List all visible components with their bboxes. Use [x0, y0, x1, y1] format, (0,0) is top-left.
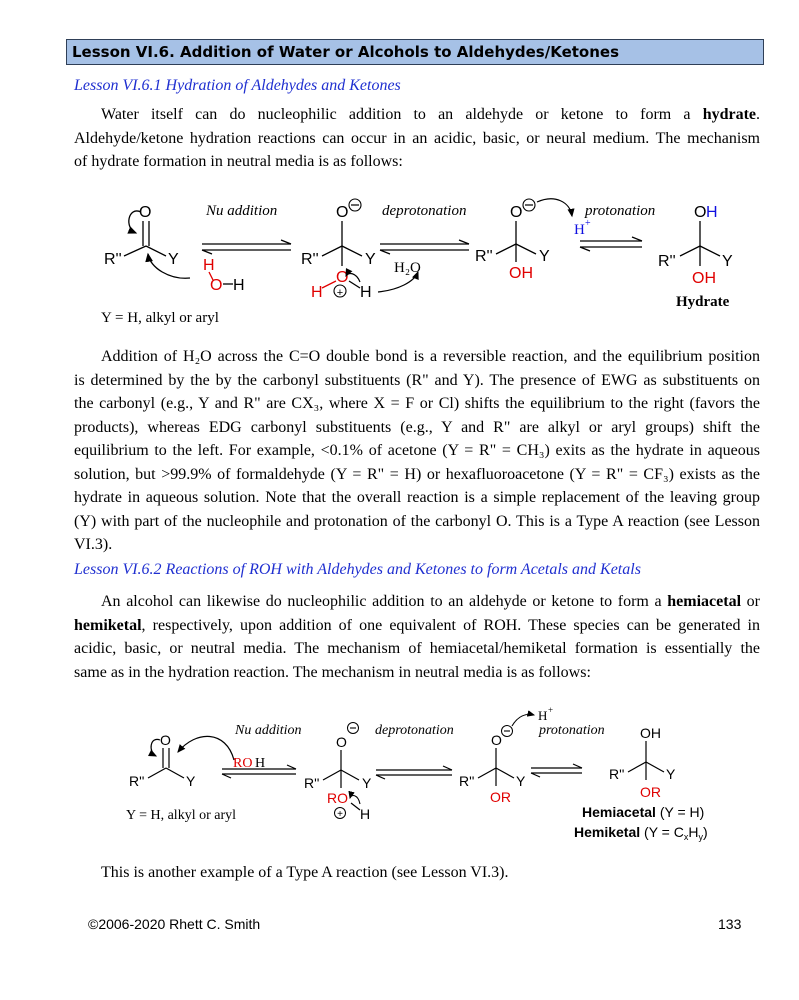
- hemiacetal-mechanism-scheme: [0, 700, 799, 845]
- footer-copyright: ©2006-2020 Rhett C. Smith: [88, 916, 261, 932]
- atom-o: O: [139, 204, 152, 221]
- step-label-deprotonation: deprotonation: [382, 203, 467, 219]
- atom-r: R'': [475, 248, 493, 265]
- text-line: hemiketal, respectively, upon addition of one equivalent of ROH. These species can be generated in: [74, 616, 760, 634]
- hemiacetal-structure: [609, 725, 676, 800]
- text-line: of hydrate formation in neutral media is as follows:: [74, 153, 403, 170]
- charge-plus: +: [337, 809, 343, 820]
- section-title-hydration: Lesson VI.6.1 Hydration of Aldehydes and Ketones: [74, 77, 401, 94]
- text-line: An alcohol can likewise do nucleophilic addition to an aldehyde or ketone to form a hemiacetal or: [101, 593, 761, 610]
- atom-r: R'': [609, 766, 625, 782]
- page-number: 133: [718, 916, 742, 932]
- alkoxide-intermediate: [475, 199, 572, 282]
- atom-y: Y: [722, 253, 733, 270]
- text-line: the carbonyl (e.g., Y and R" are CX₃, where X = F or Cl) shifts the equilibrium to the right (favors the: [74, 395, 760, 412]
- note-y-substituent: Y = H, alkyl or aryl: [101, 310, 219, 326]
- section-title-acetals: Lesson VI.6.2 Reactions of ROH with Aldehydes and Ketones to form Acetals and Ketals: [74, 561, 641, 578]
- atom-h: H: [360, 806, 371, 822]
- label-hemiacetal: Hemiacetal (Y = H): [582, 804, 705, 820]
- atom-o: O: [336, 204, 349, 221]
- label-hydrate: Hydrate: [676, 294, 730, 310]
- note-y-substituent: Y = H, alkyl or aryl: [126, 808, 237, 823]
- charge-plus: +: [336, 287, 344, 299]
- atom-y: Y: [186, 773, 196, 789]
- lesson-header: [66, 39, 764, 65]
- atom-o: O: [694, 204, 707, 221]
- text-line: Addition of H₂O across the C=O double bond is a reversible reaction, and the equilibrium position: [101, 348, 760, 365]
- atom-o: O: [336, 734, 347, 750]
- label-water: H₂O: [394, 260, 421, 276]
- reagent-ro: RO: [233, 756, 253, 771]
- atom-oh: OH: [692, 270, 716, 287]
- atom-y: Y: [516, 773, 526, 789]
- atom-h: H: [311, 284, 323, 301]
- step-label-protonation: protonation: [585, 203, 656, 219]
- atom-o: O: [510, 204, 523, 221]
- equilibrium-arrow: [202, 240, 291, 254]
- label-hemiketal: Hemiketal $(Y = C_xH_y)$: [574, 824, 708, 842]
- step-label-deprotonation: deprotonation: [375, 723, 454, 738]
- atom-y: Y: [666, 766, 676, 782]
- step-label-nu-addition: Nu addition: [206, 203, 278, 219]
- text-line: acidic, basic, or neutral media. The mechanism of hemiacetal/hemiketal formation is essentially the: [74, 640, 760, 657]
- text-line: same as in the hydration reaction. The mechanism in neutral media is as follows:: [74, 663, 591, 681]
- reagent-h: H: [255, 756, 266, 771]
- paragraph-hydration-discussion: [74, 345, 760, 557]
- alkoxide-intermediate: [459, 705, 553, 805]
- text-line: is determined by the by the carbonyl substituents (R" and Y). The presence of EWG as substituents on: [74, 371, 760, 389]
- text-line: VI.3).: [74, 536, 113, 553]
- atom-h: H: [706, 204, 718, 221]
- atom-oh: OH: [509, 265, 533, 282]
- equilibrium-arrow: [580, 237, 642, 251]
- atom-h: H: [203, 257, 215, 274]
- term-hemiacetal: hemiacetal: [667, 593, 742, 610]
- atom-y: Y: [539, 248, 550, 265]
- atom-o: O: [336, 269, 349, 286]
- atom-r: R'': [129, 773, 145, 789]
- atom-y: Y: [365, 251, 376, 268]
- text-line: (Y) with part of the nucleophile and protonation of the carbonyl O. This is a Type A reaction (see Lesson: [74, 512, 760, 530]
- equilibrium-arrow: [376, 766, 452, 779]
- hydration-mechanism-scheme: [0, 188, 799, 328]
- label-proton-charge: +: [585, 218, 591, 229]
- step-label-protonation: protonation: [539, 723, 605, 738]
- equilibrium-arrow: [380, 240, 469, 254]
- atom-or: OR: [490, 789, 511, 805]
- lesson-title: Lesson VI.6. Addition of Water or Alcohols to Aldehydes/Ketones: [72, 43, 620, 61]
- text-line: products), whereas EDG carbonyl substituents (e.g., Y and R" are alkyl or aryl groups) shift the: [74, 418, 760, 436]
- atom-y: Y: [362, 775, 372, 791]
- text-line: solution, but >99.9% of formaldehyde (Y = R" = H) or hexafluoroacetone (Y = R" = CF₃) exists as the: [74, 465, 760, 483]
- label-proton-charge: +: [548, 705, 554, 715]
- text-line: hydrate in aqueous solution. Note that the overall reaction is a simple replacement of the leaving group: [74, 489, 760, 506]
- atom-r: R'': [104, 251, 122, 268]
- paragraph-acetal-intro: [74, 590, 760, 684]
- atom-o: O: [210, 277, 223, 294]
- atom-r: R'': [658, 253, 676, 270]
- atom-y: Y: [168, 251, 179, 268]
- tetrahedral-intermediate: [304, 723, 372, 823]
- atom-ro: RO: [327, 790, 348, 806]
- paragraph-closing: This is another example of a Type A reaction (see Lesson VI.3).: [101, 864, 509, 881]
- label-proton: H: [538, 708, 548, 723]
- atom-o: O: [491, 732, 502, 748]
- atom-h: H: [360, 284, 372, 301]
- carbonyl-structure: [129, 732, 265, 789]
- step-label-nu-addition: Nu addition: [235, 723, 302, 738]
- equilibrium-arrow: [531, 764, 582, 777]
- label-proton: H: [574, 222, 585, 238]
- term-hemiketal: hemiketal: [74, 616, 142, 634]
- atom-or: OR: [640, 784, 661, 800]
- hydrate-structure: [658, 204, 733, 287]
- text-line: equilibrium to the left. For example, <0.1% of acetone (Y = R" = CH₃) exits as the hydrate in aqueous: [74, 442, 760, 459]
- atom-r: R'': [459, 773, 475, 789]
- atom-h: H: [233, 277, 245, 294]
- atom-r: R'': [304, 775, 320, 791]
- paragraph-hydration-intro: [74, 103, 760, 174]
- atom-r: R'': [301, 251, 319, 268]
- term-hydrate: hydrate: [702, 106, 757, 123]
- atom-o: O: [160, 732, 171, 748]
- text-line: Aldehyde/ketone hydration reactions can occur in an acidic, basic, or neural medium. The mechanism: [74, 129, 760, 147]
- text-line: Water itself can do nucleophilic addition to an aldehyde or ketone to form a hydrate.: [101, 106, 761, 123]
- atom-oh: OH: [640, 725, 661, 741]
